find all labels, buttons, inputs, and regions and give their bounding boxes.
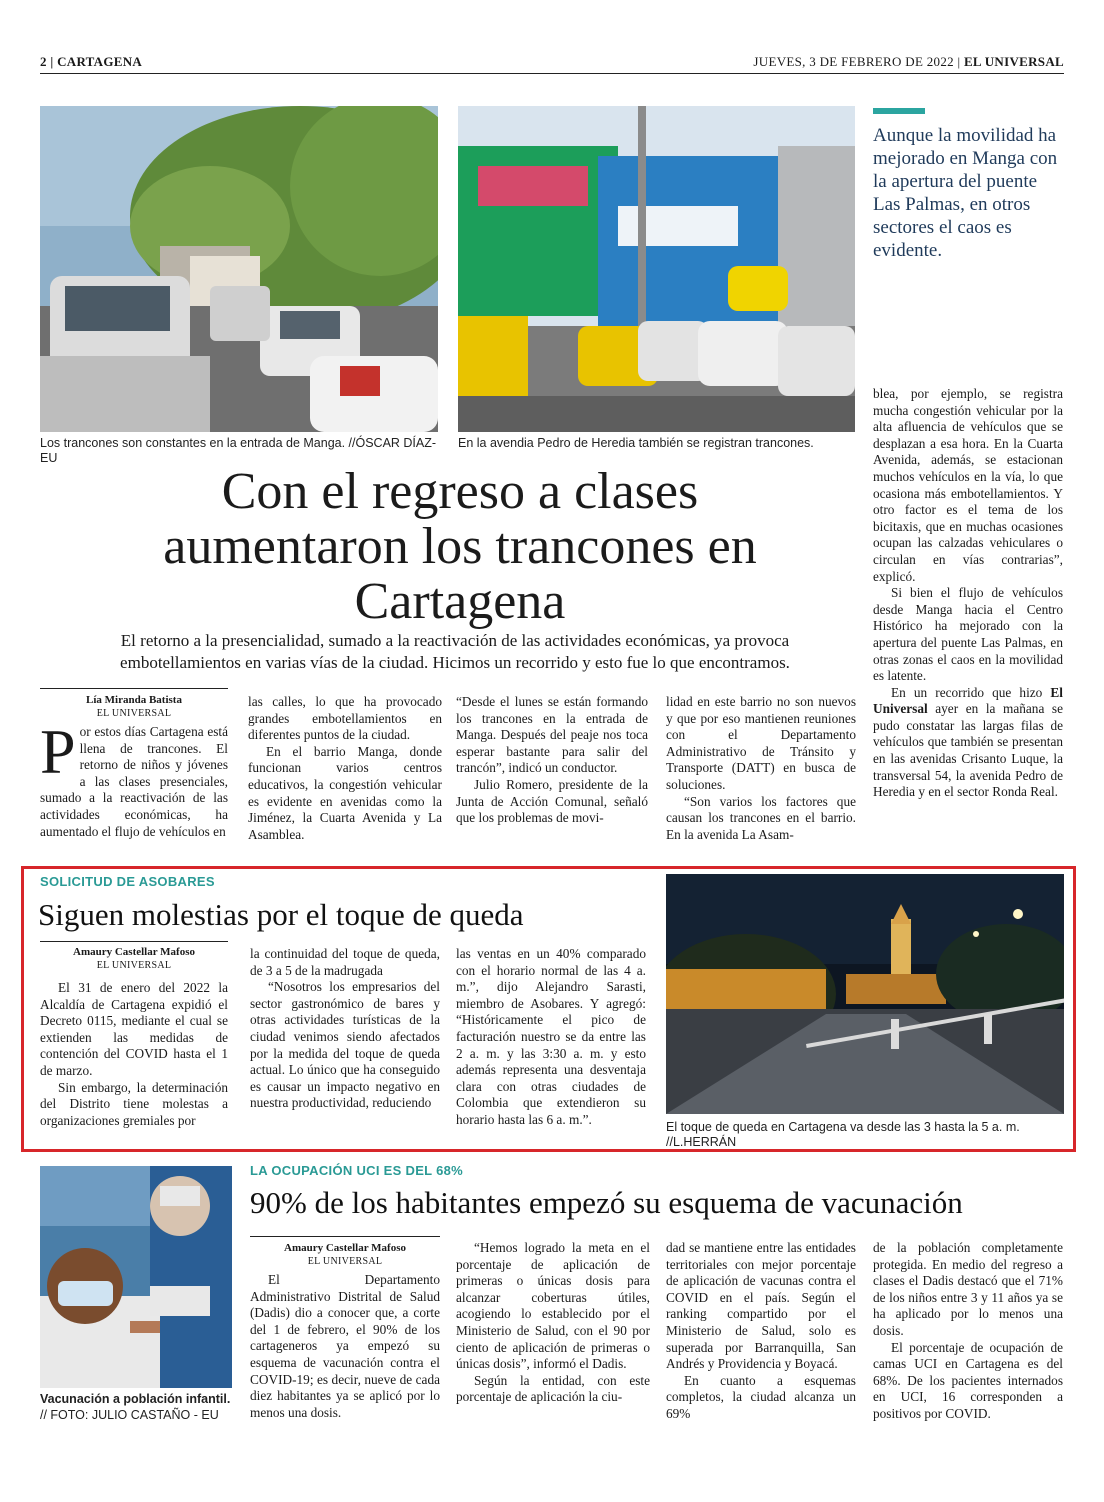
photo-manga-traffic <box>40 106 438 432</box>
article-paragraph: Si bien el flujo de vehículos desde Manga hacia el Centro Histórico ha mejorado con la apertura del puente Las Palmas, en otras zonas el caos en la movilidad es latente. <box>873 585 1063 684</box>
article-paragraph: “Hemos logrado la meta en el porcentaje de aplicación de primeras o únicas dosis para alcanzar coberturas útiles, acogiendo lo establecido por el Ministerio de Salud, con el 90 por ciento de aplicación de primeras o únicas dosis”, informó el Dadis. <box>456 1240 650 1372</box>
byline-rule <box>40 688 228 689</box>
toque-byline <box>40 946 228 972</box>
caption-toque: El toque de queda en Cartagena va desde las 3 hasta la 5 a. m. //L.HERRÁN <box>666 1120 1020 1149</box>
article-paragraph: “Desde el lunes se están formando los trancones en la entrada de Manga. Después del peaje nos toca esperar bastante para salir del trancón”, indicó un conductor. <box>456 694 648 776</box>
paper-name-bold: El Universal <box>873 684 1063 717</box>
article-paragraph: Según la entidad, con este porcentaje de aplicación la ciu- <box>456 1372 650 1405</box>
byline-org: EL UNIVERSAL <box>96 708 172 719</box>
folio-date: JUEVES, 3 DE FEBRERO DE 2022 | <box>753 54 964 69</box>
article-paragraph: El Departamento Administrativo Distrital de Salud (Dadis) dio a conocer que, a corte del 1 de febrero, el 90% de los cartageneros ya empezó su esquema de vacunación contra el COVID-19; es decir, nueve de cada diez habitantes ya se aplicó por lo menos una dosis. <box>250 1272 440 1420</box>
article-paragraph: “Son varios los factores que causan los trancones en el barrio. En la avenida La Asam- <box>666 793 856 842</box>
article-paragraph: Sin embargo, la determinación del Distrito tiene molestas a organizaciones gremiales por <box>40 1079 228 1128</box>
byline-org: EL UNIVERSAL <box>307 1256 383 1267</box>
toque-col-1 <box>40 980 228 1129</box>
caption-manga: Los trancones son constantes en la entrada de Manga. //ÓSCAR DÍAZ-EU <box>40 436 437 465</box>
main-deck: El retorno a la presencialidad, sumado a la reactivación de las actividades económicas, ya provoca embotellamientos en varias vías de la ciudad. Hicimos un recorrido y esto fue lo que encontramos. <box>120 631 790 672</box>
caption-vacunacion-credit: // FOTO: JULIO CASTAÑO - EU <box>40 1408 219 1422</box>
main-article-col-1 <box>40 716 228 840</box>
vacuna-col-3 <box>666 1240 856 1423</box>
folio-paper-name: EL UNIVERSAL <box>963 54 1064 69</box>
vacuna-byline <box>250 1242 440 1268</box>
page-folio-section: 2 | CARTAGENA <box>40 54 143 69</box>
article-paragraph: las ventas en un 40% comparado con el horario normal de las 4 a. m.”, dijo Alejandro Sarasti, miembro de Asobares. Y agregó: “Históricamente el pico de facturación nuestro se da entre las 2 a. m. y las 3:30 a. m. y esto además representa una desventaja clara con otras ciudades de Colombia que extendieron su horario hasta las 6 a. m.”. <box>456 946 646 1127</box>
article-paragraph: dad se mantiene entre las entidades territoriales con mejor porcentaje de aplicación de vacunas contra el COVID en el país. Según el ranking compartido por el Ministerio de Salud, solo es superada por Barranquilla, San Andrés y Providencia y Boyacá. <box>666 1240 856 1372</box>
caption-vacunacion: Vacunación a población infantil. <box>40 1392 231 1406</box>
vacuna-headline: 90% de los habitantes empezó su esquema de vacunación <box>250 1185 963 1220</box>
main-article-col-4 <box>666 694 856 843</box>
article-paragraph: En cuanto a esquemas completos, la ciudad alcanza un 69% <box>666 1372 856 1421</box>
article-paragraph: El 31 de enero del 2022 la Alcaldía de Cartagena expidió el Decreto 0115, mediante el cual se extienden las medidas de contención del COVID hasta el 1 de marzo. <box>40 980 228 1078</box>
article-paragraph: la continuidad del toque de queda, de 3 a 5 de la madrugada <box>250 946 440 978</box>
photo-toque-de-queda <box>666 874 1064 1114</box>
vacuna-kicker: LA OCUPACIÓN UCI ES DEL 68% <box>250 1163 464 1178</box>
article-paragraph <box>873 685 1063 801</box>
article-paragraph: blea, por ejemplo, se registra mucha congestión vehicular por la alta afluencia de vehículos que se desplazan a esa hora. En la Cuarta Avenida, además, se estacionan muchos vehículos en la vía, lo que ocasiona más embotellamientos. Y otro factor es el tema de los bicitaxis, que en muchas ocasiones ocupan las calzadas vehiculares o circulan en vías contrarias”, explicó. <box>873 386 1063 584</box>
main-article-col-5 <box>873 386 1063 801</box>
byline-name: Lía Miranda Batista <box>86 694 182 706</box>
vacuna-col-4 <box>873 1240 1063 1423</box>
toque-kicker: SOLICITUD DE ASOBARES <box>40 874 215 889</box>
main-headline: Con el regreso a clases aumentaron los trancones en Cartagena <box>163 463 757 630</box>
byline-rule <box>250 1236 440 1237</box>
article-paragraph: or estos días Cartagena está llena de trancones. El retorno de niños y jóvenes a las clases presenciales, sumado a la reactivación de las actividades económicas, ha aumentado el flujo de vehículos en <box>40 724 228 839</box>
photo-vacunacion <box>40 1166 232 1388</box>
article-paragraph: “Nosotros los empresarios del sector gastronómico de bares y otras actividades turísticas de la ciudad venimos siendo afectados por la medida del toque de queda actual. Lo único que ha conseguido es causar un impacto negativo en nuestra productividad, reduciendo <box>250 979 440 1111</box>
header-rule <box>40 73 1064 74</box>
byline-name: Amaury Castellar Mafoso <box>73 946 195 958</box>
vacuna-col-1 <box>250 1272 440 1421</box>
article-paragraph: Julio Romero, presidente de la Junta de Acción Comunal, señaló que los problemas de movi- <box>456 776 648 826</box>
photo-pedro-de-heredia <box>458 106 855 432</box>
text-run: ayer en la mañana se pudo constatar las largas filas de vehículos que también se presentan en las avenidas Crisanto Luque, la transversal 54, la avenida Pedro de Heredia y en el sector Ronda Real. <box>873 701 1063 800</box>
vacuna-col-2 <box>456 1240 650 1406</box>
main-article-col-3 <box>456 694 648 827</box>
byline-org: EL UNIVERSAL <box>96 960 172 971</box>
byline-name: Amaury Castellar Mafoso <box>284 1242 406 1254</box>
dropcap: P <box>40 716 76 787</box>
caption-heredia: En la avendia Pedro de Heredia también se registran trancones. <box>458 436 814 450</box>
byline-rule <box>40 941 228 942</box>
article-paragraph: En el barrio Manga, donde funcionan varios centros educativos, la congestión vehicular es evidente en avenidas como la Jiménez, la Cuarta Avenida y La Asamblea. <box>248 743 442 842</box>
text-run: En un recorrido que hizo <box>891 684 1051 700</box>
pull-quote-accent-bar <box>873 108 925 114</box>
toque-col-3 <box>456 946 646 1129</box>
pull-quote: Aunque la movilidad ha mejorado en Manga con la apertura del puente Las Palmas, en otros sectores el caos es evidente. <box>873 125 1058 261</box>
toque-headline: Siguen molestias por el toque de queda <box>38 897 524 932</box>
article-paragraph: lidad en este barrio no son nuevos y que por eso mantienen reuniones con el Departamento Administrativo de Tránsito y Transporte (DATT) en busca de soluciones. <box>666 694 856 792</box>
article-paragraph: de la población completamente protegida. En medio del regreso a clases el Dadis destacó que el 71% de los niños entre 3 y 11 años ya se ha aplicado por lo menos una dosis. <box>873 1240 1063 1338</box>
article-paragraph: El porcentaje de ocupación de camas UCI en Cartagena es del 68%. De los pacientes internados en UCI, 16 corresponden a positivos por COVID. <box>873 1339 1063 1421</box>
article-paragraph: las calles, lo que ha provocado grandes embotellamientos en diferentes puntos de la ciudad. <box>248 694 442 743</box>
page-folio-date <box>753 54 1064 70</box>
main-article-col-2 <box>248 694 442 843</box>
toque-col-2 <box>250 946 440 1112</box>
